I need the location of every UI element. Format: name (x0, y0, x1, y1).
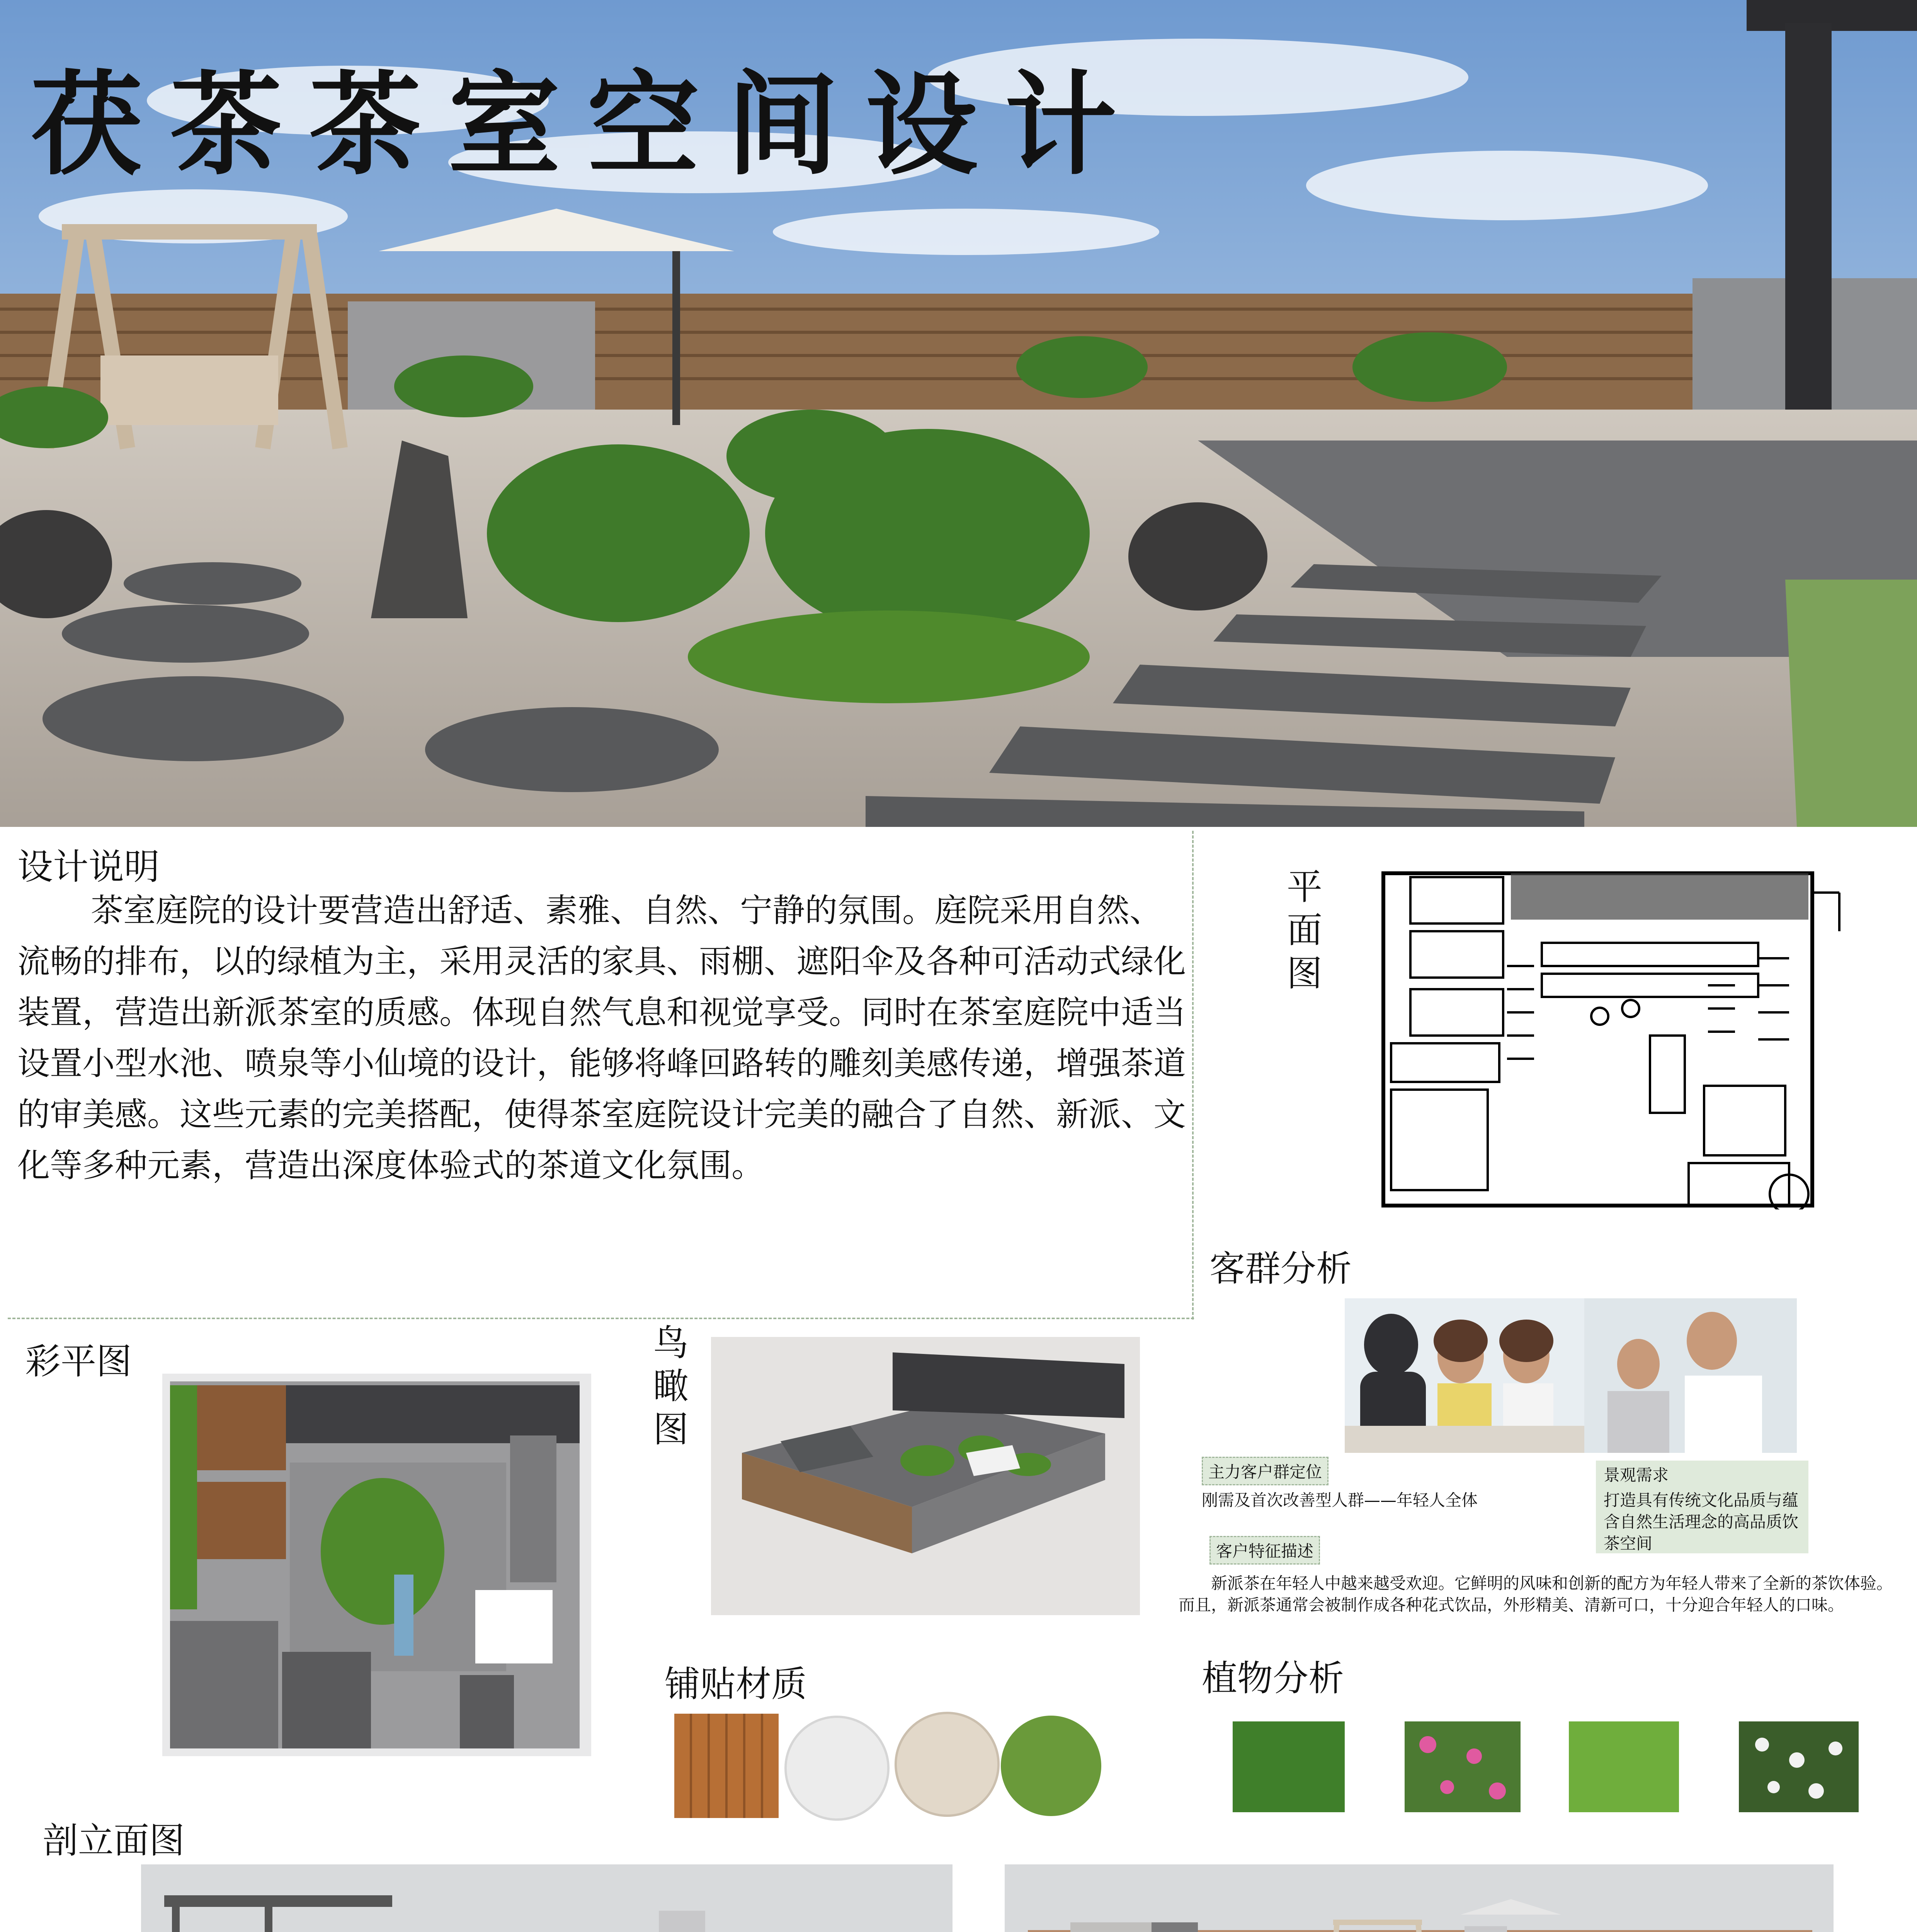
material-stone-light (784, 1716, 890, 1821)
plant-photo-lawn (1569, 1721, 1679, 1812)
section-elevation-2 (1005, 1864, 1834, 1932)
landscape-tag: 景观需求 (1604, 1466, 1669, 1485)
plant-photo-flowers (1405, 1721, 1521, 1812)
material-grass (1001, 1716, 1101, 1816)
main-group-tag: 主力客户群定位 (1202, 1457, 1328, 1485)
aerial-image (711, 1337, 1140, 1615)
page-title: 茯茶茶室空间设计 (31, 59, 1144, 190)
material-wood (674, 1714, 779, 1818)
material-stone-beige (895, 1712, 1000, 1817)
materials-label: 铺贴材质 (665, 1663, 807, 1705)
plant-photo-shrub (1739, 1721, 1859, 1812)
color-plan-image (162, 1374, 591, 1756)
customer-photo (1345, 1298, 1797, 1453)
notes-divider-vertical (1192, 831, 1194, 1320)
color-plan-label: 彩平图 (25, 1341, 132, 1382)
landscape-text: 打造具有传统文化品质与蕴含自然生活理念的高品质饮茶空间 (1604, 1491, 1799, 1553)
feature-text: 新派茶在年轻人中越来越受欢迎。它鲜明的风味和创新的配方为年轻人带来了全新的茶饮体验。而且，新派茶通常会被制作成各种花式饮品，外形精美、清新可口，十分迎合年轻人的口味。 (1179, 1574, 1893, 1614)
aerial-label: 鸟瞰图 (653, 1322, 689, 1450)
sections-label: 剖立面图 (43, 1820, 185, 1861)
plant-photo-grass (1233, 1721, 1345, 1812)
design-notes-heading: 设计说明 (17, 846, 160, 888)
feature-tag: 客户特征描述 (1209, 1536, 1320, 1565)
customer-heading: 客群分析 (1209, 1248, 1352, 1289)
design-notes-paragraph: 茶室庭院的设计要营造出舒适、素雅、自然、宁静的氛围。庭院采用自然、流畅的排布，以的绿植为主，采用灵活的家具、雨棚、遮阳伞及各种可活动式绿化装置，营造出新派茶室的质感。体现自然气息和视觉享受。同时在茶室庭院中适当设置小型水池、喷泉等小仙境的设计，能够将峰回路转的雕刻美感传递，增强茶道的审美感。这些元素的完美搭配，使得茶室庭院设计完美的融合了自然、新派、文化等多种元素，营造出深度体验式的茶道文化氛围。 (17, 891, 1186, 1184)
plants-label: 植物分析 (1202, 1658, 1344, 1699)
plan-label: 平面图 (1287, 866, 1323, 994)
section-elevation-1 (141, 1864, 953, 1932)
main-group-text: 刚需及首次改善型人群——年轻人全体 (1202, 1491, 1478, 1510)
notes-divider (8, 1318, 1194, 1319)
floor-plan (1379, 869, 1851, 1209)
